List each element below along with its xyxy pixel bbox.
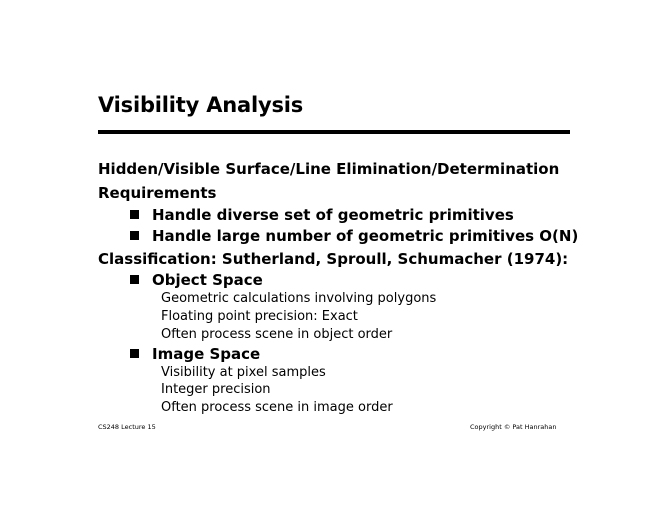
line-text: Handle diverse set of geometric primitives <box>152 206 514 224</box>
line-image-space <box>130 345 260 363</box>
line-text: Visibility at pixel samples <box>161 365 326 380</box>
line-text: Classification: Sutherland, Sproull, Schumacher (1974): <box>98 250 569 268</box>
title-rule <box>98 130 570 134</box>
slide-title: Visibility Analysis <box>98 93 304 117</box>
line-text: Object Space <box>152 271 263 289</box>
line-geometric-calculations <box>161 291 436 306</box>
line-object-space <box>130 271 263 289</box>
line-integer-precision <box>161 382 271 397</box>
line-text: Hidden/Visible Surface/Line Elimination/Determination <box>98 160 560 178</box>
line-object-order <box>161 327 392 342</box>
line-requirements <box>98 184 216 202</box>
line-text: Handle large number of geometric primitives O(N) <box>152 227 579 245</box>
line-visibility-pixel-samples <box>161 365 326 380</box>
square-bullet-icon <box>130 231 139 240</box>
square-bullet-icon <box>130 275 139 284</box>
line-hidden-visible-elimination <box>98 160 559 178</box>
line-image-order <box>161 400 393 415</box>
footer-lecture: CS248 Lecture 15 <box>98 423 156 431</box>
line-text: Floating point precision: Exact <box>161 309 358 324</box>
line-classification <box>98 250 568 268</box>
line-text: Often process scene in object order <box>161 327 393 342</box>
footer-copyright: Copyright © Pat Hanrahan <box>470 423 557 431</box>
line-text: Requirements <box>98 184 217 202</box>
line-text: Integer precision <box>161 382 271 397</box>
square-bullet-icon <box>130 349 139 358</box>
line-floating-point-precision <box>161 309 358 324</box>
line-text: Often process scene in image order <box>161 400 393 415</box>
line-text: Image Space <box>152 345 261 363</box>
line-handle-large-number <box>130 227 578 245</box>
line-handle-diverse-set <box>130 206 514 224</box>
line-text: Geometric calculations involving polygons <box>161 291 437 306</box>
square-bullet-icon <box>130 210 139 219</box>
